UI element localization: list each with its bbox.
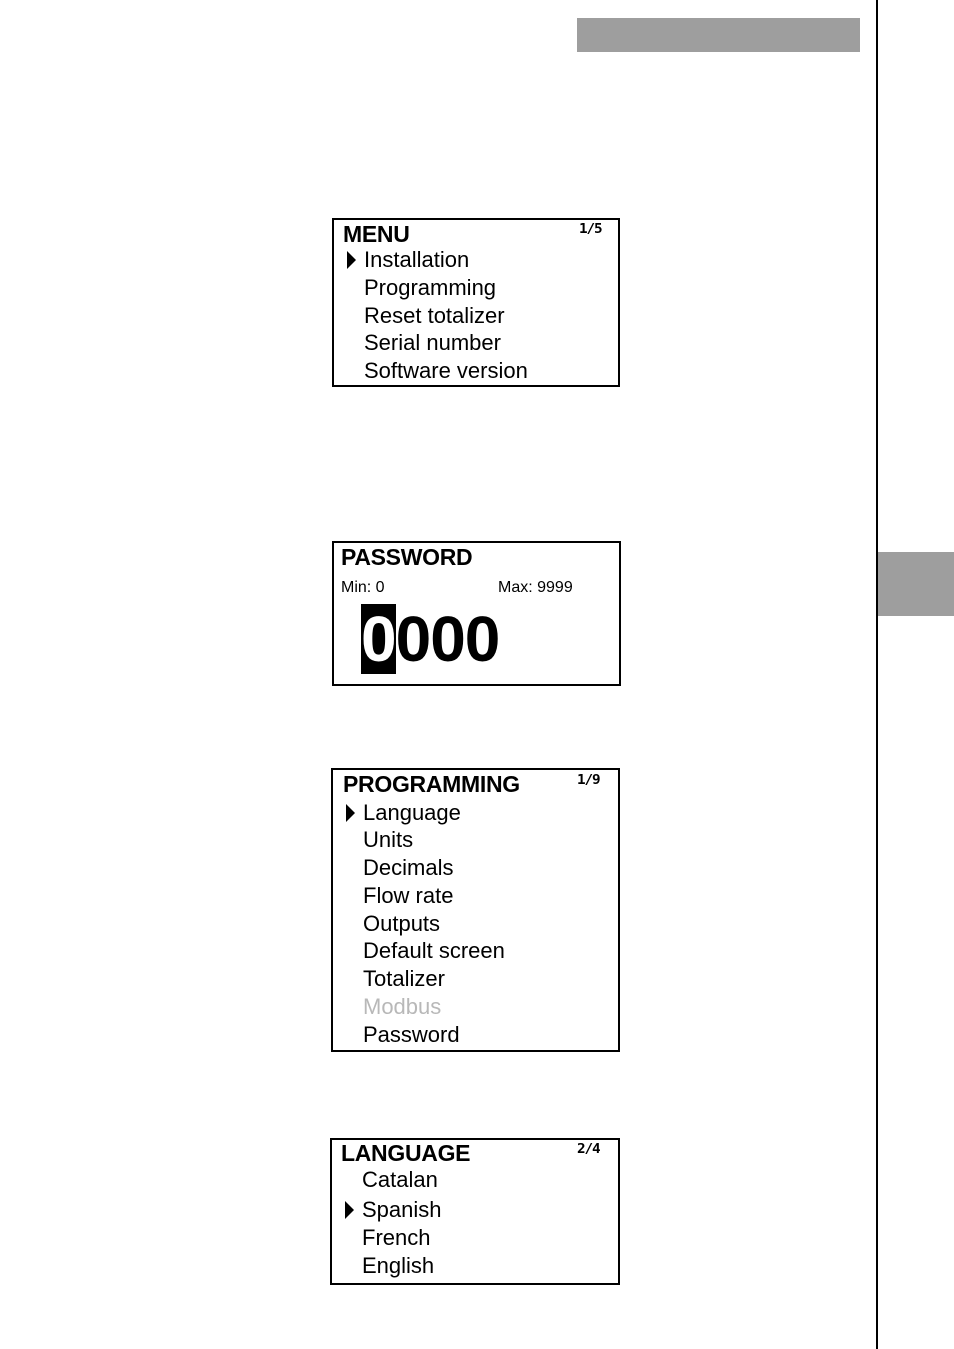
selection-arrow-icon — [347, 251, 356, 269]
programming-page-indicator: 1/9 — [576, 773, 600, 788]
password-screen — [332, 541, 621, 686]
password-digit-4[interactable]: 0 — [464, 603, 500, 675]
menu-title: MENU — [343, 221, 410, 247]
programming-item-default-screen[interactable]: Default screen — [363, 938, 505, 963]
programming-item-decimals[interactable]: Decimals — [363, 855, 454, 880]
password-max-label: Max: 9999 — [498, 579, 573, 596]
programming-item-flow-rate[interactable]: Flow rate — [363, 883, 454, 908]
password-digit-1[interactable]: 0 — [361, 603, 396, 675]
selection-arrow-icon — [345, 1201, 354, 1219]
section-tab — [878, 552, 954, 616]
programming-item-totalizer[interactable]: Totalizer — [363, 966, 445, 991]
menu-item-installation[interactable]: Installation — [364, 247, 470, 272]
selection-arrow-icon — [346, 804, 355, 822]
menu-item-software-version[interactable]: Software version — [364, 358, 528, 383]
password-digit-2[interactable]: 0 — [395, 603, 431, 675]
programming-item-modbus: Modbus — [363, 994, 442, 1019]
programming-item-units[interactable]: Units — [363, 827, 414, 852]
programming-item-password[interactable]: Password — [363, 1022, 460, 1047]
language-screen — [330, 1138, 620, 1285]
language-title: LANGUAGE — [341, 1140, 471, 1166]
menu-item-reset-totalizer[interactable]: Reset totalizer — [364, 303, 505, 328]
password-digit-3[interactable]: 0 — [430, 603, 465, 675]
language-item-spanish[interactable]: Spanish — [362, 1197, 442, 1222]
header-bar — [577, 18, 860, 52]
programming-item-language[interactable]: Language — [363, 800, 461, 825]
programming-title: PROGRAMMING — [343, 771, 520, 797]
programming-item-outputs[interactable]: Outputs — [363, 911, 441, 936]
margin-rule — [876, 0, 878, 1349]
menu-screen — [332, 218, 620, 387]
menu-page-indicator: 1/5 — [578, 222, 602, 237]
password-digits[interactable] — [361, 604, 499, 674]
password-title: PASSWORD — [341, 544, 473, 570]
menu-item-programming[interactable]: Programming — [364, 275, 497, 300]
language-item-english[interactable]: English — [362, 1253, 435, 1278]
language-item-french[interactable]: French — [362, 1225, 431, 1250]
password-min-label: Min: 0 — [341, 579, 385, 596]
menu-item-serial-number[interactable]: Serial number — [364, 330, 501, 355]
language-item-catalan[interactable]: Catalan — [362, 1167, 438, 1192]
language-page-indicator: 2/4 — [576, 1142, 600, 1157]
programming-screen — [331, 768, 620, 1052]
